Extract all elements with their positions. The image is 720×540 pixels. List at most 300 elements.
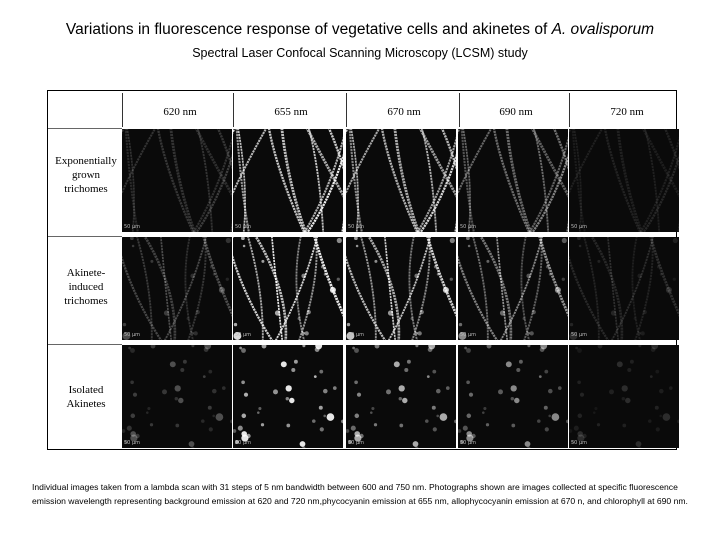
akinete-cell [321,265,324,268]
scale-bar-label: 50 µm [571,332,588,338]
row-label-exponential-trichomes: Exponentially grown trichomes [50,154,122,196]
figure-caption: Individual images taken from a lambda scan with 31 steps of 5 nm bandwidth between 600 and 750 nm. Photographs shown are images collected at specific fluorescence emission wavelength representing background emission at 620 and 720 nm,phycocyanin emission at 655 nm, allophycocyanin emission at 670 n, and chlorophyll at 690 nm. [32,482,688,506]
akinete-cell [526,274,531,279]
akinete-cell [625,398,630,403]
akinete-cell [673,278,676,281]
akinete-cell [544,370,548,374]
column-header-670nm: 670 nm [387,106,421,118]
micrograph-image [569,345,679,448]
akinete-cell [351,426,356,431]
akinete-cell [527,345,530,347]
akinete-cell [191,345,194,347]
akinete-cell [320,427,324,431]
scale-bar-label: 50 µm [348,440,365,446]
trichome-filament [358,237,376,340]
micrograph-isolated-akinetes-690-nm [458,345,568,448]
akinete-cell [330,287,336,293]
akinete-cell [656,427,660,431]
trichome-filament [470,237,488,340]
akinete-cell [374,260,377,263]
akinete-cell [289,398,294,403]
akinete-cell [175,385,181,391]
akinete-cell [511,385,517,391]
trichome-filament [185,237,195,340]
akinete-cell [552,413,560,421]
akinete-cell [574,426,579,431]
akinete-cell [523,317,526,320]
akinete-cell [354,380,358,384]
scale-bar-label: 50 µm [348,332,365,338]
akinete-cell [609,389,614,394]
akinete-cell [486,423,489,426]
akinete-cell [222,386,226,390]
akinete-cell [511,424,515,428]
akinete-cell [549,273,552,276]
micrograph-image [569,129,679,232]
akinete-cell [466,348,471,353]
akinete-cell [413,441,419,447]
akinete-cell [133,393,137,397]
trichome-filament [617,129,645,232]
akinete-cell [467,414,472,419]
akinete-cell [374,423,377,426]
akinete-cell [611,310,616,315]
micrograph-exponentially-grown-trichomes-620-nm [122,129,232,232]
akinete-cell [324,273,327,276]
scale-bar-label: 50 µm [124,440,141,446]
micrograph-exponentially-grown-trichomes-690-nm [458,129,568,232]
akinete-cell [578,414,583,419]
akinete-cell [637,274,642,279]
akinete-cell [638,345,641,347]
akinete-cell [436,389,441,394]
akinete-cell [498,389,503,394]
micrograph-image [346,129,456,232]
akinete-cell [546,265,549,268]
micrograph-isolated-akinetes-620-nm [122,345,232,448]
akinete-cell [354,431,360,437]
akinete-cell [226,238,231,243]
akinete-cell [212,389,217,394]
akinete-cell [180,368,184,372]
akinete-cell [301,274,306,279]
akinete-cell [323,415,326,418]
micrograph-figure [47,90,677,450]
akinete-cell [147,407,150,410]
page-title: Variations in fluorescence response of vegetative cells and akinetes of A. ovalisporum [65,21,655,38]
akinete-cell [622,385,628,391]
akinete-cell [175,397,178,400]
akinete-cell [650,375,653,378]
akinete-cell [433,427,437,431]
akinete-cell [127,426,132,431]
trichome-filament [492,129,533,232]
micrograph-exponentially-grown-trichomes-720-nm [569,129,679,232]
akinete-cell [516,368,520,372]
akinete-cell [558,386,562,390]
micrograph-image [233,237,343,340]
akinete-cell [627,368,631,372]
akinete-cell [446,386,450,390]
akinete-cell [175,424,179,428]
akinete-cell [548,389,553,394]
akinete-cell [436,415,439,418]
trichome-filament [346,237,391,340]
trichome-filament [521,237,531,340]
akinete-cell [469,393,473,397]
scale-bar-label: 50 µm [235,332,252,338]
micrograph-exponentially-grown-trichomes-655-nm [233,129,343,232]
akinete-cell [577,380,581,384]
akinete-cell [577,348,582,353]
micrograph-isolated-akinetes-720-nm [569,345,679,448]
trichome-filament [271,237,283,340]
akinete-cell [238,426,243,431]
scale-bar-label: 50 µm [235,224,252,230]
micrograph-exponentially-grown-trichomes-670-nm [346,129,456,232]
micrograph-akinete-induced-trichomes-655-nm [233,237,343,340]
akinete-cell [371,407,374,410]
akinete-cell [570,323,573,326]
akinete-cell [483,407,486,410]
micrograph-image [122,237,232,340]
akinete-cell [239,347,242,350]
akinete-cell [258,407,261,410]
akinete-cell [243,245,246,248]
akinete-cell [246,434,250,438]
akinete-cell [659,389,664,394]
column-header-655nm: 655 nm [274,106,308,118]
akinete-cell [466,237,470,240]
akinete-cell [354,237,358,240]
akinete-cell [319,370,323,374]
akinete-cell [544,406,548,410]
akinete-cell [582,434,586,438]
akinete-cell [201,419,205,423]
akinete-cell [548,415,551,418]
akinete-cell [545,427,549,431]
micrograph-akinete-induced-trichomes-720-nm [569,237,679,340]
akinete-cell [630,360,634,364]
akinete-cell [404,368,408,372]
akinete-cell [597,423,600,426]
akinete-cell [241,380,245,384]
akinete-cell [655,370,659,374]
akinete-cell [673,238,678,243]
trichome-filament [458,237,503,340]
akinete-cell [655,406,659,410]
akinete-cell [525,441,531,447]
akinete-cell [415,345,418,347]
akinete-cell [657,265,660,268]
akinete-cell [273,389,278,394]
akinete-cell [194,331,198,335]
trichome-filament [122,237,167,340]
akinete-cell [375,345,380,348]
akinete-cell [622,424,626,428]
trichome-filament [134,237,152,340]
akinete-cell [130,380,134,384]
akinete-cell [598,345,603,348]
akinete-cell [337,278,340,281]
trichome-filament [267,129,308,232]
trichome-filament [569,237,614,340]
column-header-720nm: 720 nm [610,106,644,118]
scale-bar-label: 50 µm [460,224,477,230]
akinete-cell [257,411,260,414]
akinete-cell [359,434,363,438]
akinete-cell [594,407,597,410]
trichome-filament [632,237,642,340]
akinete-cell [150,423,153,426]
akinete-cell [234,323,237,326]
akinete-cell [386,389,391,394]
micrograph-image [346,237,456,340]
akinete-cell [354,348,359,353]
akinete-cell [427,375,430,378]
akinete-cell [122,429,125,433]
akinete-cell [622,397,625,400]
akinete-cell [597,260,600,263]
akinete-cell [432,370,436,374]
akinete-cell [471,434,475,438]
micrograph-image [233,345,343,448]
akinete-cell [261,260,264,263]
akinete-cell [450,278,453,281]
akinete-cell [530,331,534,335]
trichome-filament [409,237,419,340]
akinete-cell [464,347,467,350]
akinete-cell [660,273,663,276]
akinete-cell [506,361,512,367]
akinete-cell [454,420,456,424]
akinete-cell [187,317,190,320]
scale-bar-label: 50 µm [460,440,477,446]
akinete-cell [394,361,400,367]
micrograph-image [122,129,232,232]
akinete-cell [459,323,462,326]
akinete-cell [432,406,436,410]
akinete-cell [219,287,225,293]
akinete-cell [466,431,472,437]
micrograph-isolated-akinetes-655-nm [233,345,343,448]
micrograph-akinete-induced-trichomes-690-nm [458,237,568,340]
akinete-cell [130,348,135,353]
akinete-cell [212,415,215,418]
akinete-cell [261,423,264,426]
akinete-cell [486,260,489,263]
akinete-cell [132,245,135,248]
scale-bar-label: 50 µm [124,332,141,338]
akinete-cell [203,375,206,378]
akinete-cell [146,411,149,414]
akinete-cell [347,323,350,326]
micrograph-image [569,237,679,340]
akinete-cell [123,323,126,326]
page-subtitle: Spectral Laser Confocal Scanning Microscopy (LCSM) study [192,46,528,60]
akinete-cell [414,274,419,279]
scale-bar-label: 50 µm [235,440,252,446]
akinete-cell [580,393,584,397]
akinete-cell [151,345,156,348]
akinete-cell [298,317,301,320]
akinete-cell [569,429,572,433]
akinete-cell [281,361,287,367]
akinete-cell [208,370,212,374]
akinete-cell [443,287,449,293]
micrograph-image [346,345,456,448]
akinete-cell [327,413,335,421]
akinete-cell [425,419,429,423]
akinete-cell [333,386,337,390]
akinete-cell [241,237,245,240]
akinete-cell [319,406,323,410]
akinete-cell [135,434,139,438]
akinete-cell [130,431,136,437]
akinete-cell [286,397,289,400]
akinete-cell [300,441,306,447]
akinete-cell [337,238,342,243]
row-divider [48,344,122,345]
trichome-filament [380,129,421,232]
column-header-690nm: 690 nm [499,106,533,118]
scale-bar-label: 50 µm [460,332,477,338]
akinete-cell [323,389,328,394]
akinete-cell [291,368,295,372]
akinete-cell [555,287,561,293]
akinete-cell [577,431,583,437]
trichome-filament [296,237,306,340]
header-divider [122,93,123,127]
akinete-cell [663,413,671,421]
akinete-cell [566,420,568,424]
akinete-cell [466,380,470,384]
row-label-akinete-induced-trichomes: Akinete-induced trichomes [50,266,122,308]
micrograph-image [458,237,568,340]
akinete-cell [418,331,422,335]
akinete-cell [150,260,153,263]
akinete-cell [562,238,567,243]
akinete-cell [677,420,679,424]
akinete-cell [307,310,311,314]
akinete-cell [209,427,213,431]
akinete-cell [314,375,317,378]
akinete-cell [286,385,292,391]
akinete-cell [241,431,247,437]
akinete-cell [420,310,424,314]
akinete-cell [286,424,290,428]
micrograph-akinete-induced-trichomes-670-nm [346,237,456,340]
akinete-cell [437,273,440,276]
micrograph-isolated-akinetes-670-nm [346,345,456,448]
akinete-cell [178,398,183,403]
akinete-cell [262,345,267,348]
trichome-filament [160,237,172,340]
akinete-cell [355,414,360,419]
akinete-cell [402,398,407,403]
scale-bar-label: 50 µm [571,440,588,446]
akinete-cell [562,278,565,281]
akinete-cell [450,238,455,243]
akinete-cell [579,245,582,248]
akinete-cell [399,424,403,428]
akinete-cell [233,429,236,433]
akinete-cell [458,429,461,433]
species-name: A. ovalisporum [551,21,655,38]
akinete-cell [537,419,541,423]
akinete-cell [356,245,359,248]
row-label-isolated-akinetes: Isolated Akinetes [50,383,122,411]
akinete-cell [162,389,167,394]
micrograph-akinete-induced-trichomes-620-nm [122,237,232,340]
scale-bar-label: 50 µm [348,224,365,230]
micrograph-image [233,129,343,232]
akinete-cell [130,237,134,240]
akinete-cell [411,317,414,320]
akinete-cell [577,237,581,240]
akinete-cell [617,361,623,367]
akinete-cell [468,245,471,248]
akinete-cell [648,419,652,423]
akinete-cell [634,317,637,320]
trichome-filament [233,237,278,340]
akinete-cell [352,347,355,350]
akinete-cell [242,414,247,419]
akinete-cell [514,398,519,403]
akinete-cell [593,411,596,414]
akinete-cell [659,415,662,418]
akinete-cell [346,429,349,433]
akinete-cell [230,420,232,424]
trichome-filament [607,237,619,340]
akinete-cell [399,397,402,400]
trichome-filament [281,129,309,232]
akinete-cell [388,310,393,315]
akinete-cell [440,413,448,421]
akinete-cell [170,361,176,367]
akinete-cell [669,386,673,390]
micrograph-image [458,129,568,232]
trichome-filament [581,237,599,340]
akinete-cell [302,345,305,347]
akinete-cell [399,385,405,391]
akinete-cell [357,393,361,397]
akinete-cell [539,375,542,378]
akinete-cell [189,441,195,447]
akinete-cell [128,347,131,350]
akinete-cell [312,419,316,423]
akinete-cell [190,274,195,279]
scale-bar-label: 50 µm [124,224,141,230]
akinete-cell [370,411,373,414]
akinete-cell [305,331,309,335]
akinete-cell [511,397,514,400]
akinete-cell [519,360,523,364]
akinete-cell [487,345,492,348]
trichome-filament [603,129,644,232]
akinete-cell [500,310,505,315]
akinete-cell [532,310,536,314]
row-divider [48,236,122,237]
trichome-filament [506,129,534,232]
akinete-cell [241,348,246,353]
trichome-filament [384,237,396,340]
akinete-cell [407,360,411,364]
trichome-filament [156,129,197,232]
micrograph-image [458,345,568,448]
akinete-cell [575,347,578,350]
akinete-cell [636,441,642,447]
